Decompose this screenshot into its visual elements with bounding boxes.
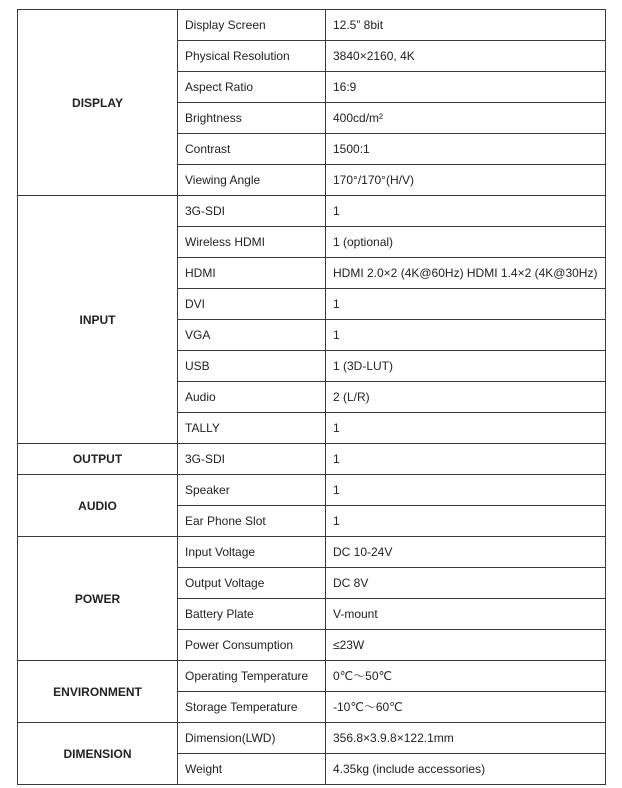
spec-value-cell: 0℃～50℃ (326, 661, 606, 692)
spec-label-cell: Physical Resolution (178, 41, 326, 72)
spec-label-cell: Operating Temperature (178, 661, 326, 692)
spec-label-cell: Input Voltage (178, 537, 326, 568)
spec-value-cell: 1 (326, 289, 606, 320)
spec-row (18, 475, 606, 506)
spec-label-cell: Viewing Angle (178, 165, 326, 196)
spec-value-cell: 1 (326, 475, 606, 506)
spec-value-cell: V-mount (326, 599, 606, 630)
spec-label-cell: Output Voltage (178, 568, 326, 599)
spec-label-cell: Battery Plate (178, 599, 326, 630)
spec-label-cell: Aspect Ratio (178, 72, 326, 103)
spec-label-cell: VGA (178, 320, 326, 351)
category-cell: POWER (18, 537, 178, 661)
spec-label-cell: Dimension(LWD) (178, 723, 326, 754)
spec-row (18, 196, 606, 227)
category-cell: INPUT (18, 196, 178, 444)
spec-label-cell: Display Screen (178, 10, 326, 41)
spec-label-cell: Power Consumption (178, 630, 326, 661)
spec-value-cell: 2 (L/R) (326, 382, 606, 413)
spec-label-cell: Ear Phone Slot (178, 506, 326, 537)
spec-label-cell: Wireless HDMI (178, 227, 326, 258)
spec-value-cell: 170°/170°(H/V) (326, 165, 606, 196)
spec-value-cell: 400cd/m² (326, 103, 606, 134)
spec-value-cell: DC 10-24V (326, 537, 606, 568)
spec-value-cell: -10℃～60℃ (326, 692, 606, 723)
spec-value-cell: 1 (326, 320, 606, 351)
spec-value-cell: 1 (326, 506, 606, 537)
spec-value-cell: DC 8V (326, 568, 606, 599)
spec-label-cell: Brightness (178, 103, 326, 134)
spec-label-cell: 3G-SDI (178, 196, 326, 227)
spec-value-cell: 1 (326, 413, 606, 444)
spec-row (18, 723, 606, 754)
category-cell: DISPLAY (18, 10, 178, 196)
spec-row (18, 537, 606, 568)
spec-label-cell: Storage Temperature (178, 692, 326, 723)
spec-row (18, 444, 606, 475)
category-cell: DIMENSION (18, 723, 178, 785)
spec-value-cell: 3840×2160, 4K (326, 41, 606, 72)
spec-table-body (18, 10, 606, 785)
spec-label-cell: 3G-SDI (178, 444, 326, 475)
spec-value-cell: ≤23W (326, 630, 606, 661)
category-cell: ENVIRONMENT (18, 661, 178, 723)
spec-row (18, 10, 606, 41)
spec-label-cell: Audio (178, 382, 326, 413)
spec-value-cell: 356.8×3.9.8×122.1mm (326, 723, 606, 754)
spec-value-cell: 12.5” 8bit (326, 10, 606, 41)
spec-label-cell: USB (178, 351, 326, 382)
spec-label-cell: Contrast (178, 134, 326, 165)
spec-value-cell: 1 (optional) (326, 227, 606, 258)
spec-value-cell: 16:9 (326, 72, 606, 103)
spec-label-cell: HDMI (178, 258, 326, 289)
category-cell: OUTPUT (18, 444, 178, 475)
spec-label-cell: DVI (178, 289, 326, 320)
spec-label-cell: Speaker (178, 475, 326, 506)
category-cell: AUDIO (18, 475, 178, 537)
spec-label-cell: Weight (178, 754, 326, 785)
spec-value-cell: 4.35kg (include accessories) (326, 754, 606, 785)
spec-value-cell: 1500:1 (326, 134, 606, 165)
spec-label-cell: TALLY (178, 413, 326, 444)
spec-value-cell: 1 (326, 444, 606, 475)
spec-value-cell: 1 (326, 196, 606, 227)
spec-value-cell: 1 (3D-LUT) (326, 351, 606, 382)
spec-value-cell: HDMI 2.0×2 (4K@60Hz) HDMI 1.4×2 (4K@30Hz) (326, 258, 606, 289)
spec-table (17, 9, 606, 785)
spec-row (18, 661, 606, 692)
